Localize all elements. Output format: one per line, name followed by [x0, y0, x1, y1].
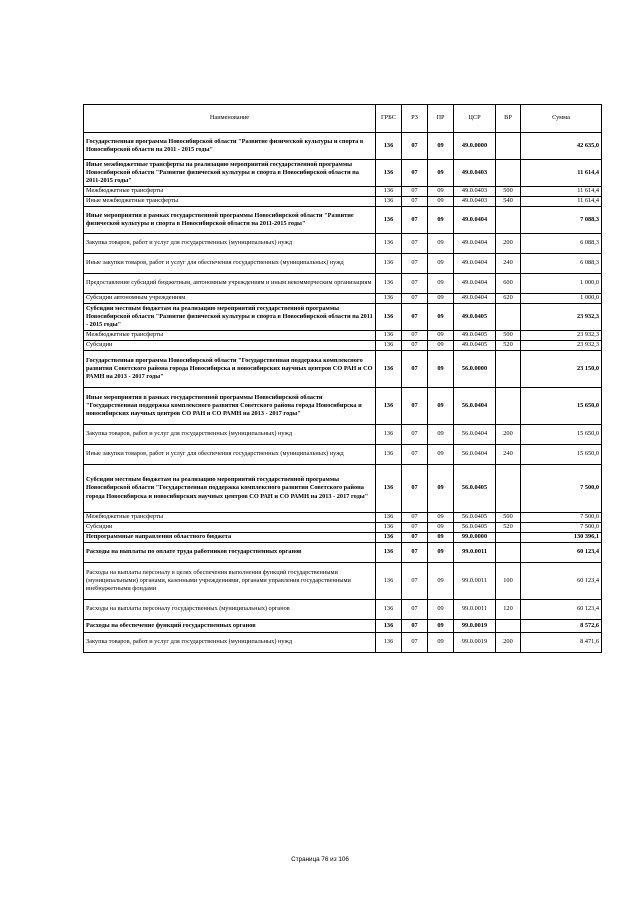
table-row — [84, 388, 602, 425]
cell-grbs: 136 — [376, 197, 402, 207]
cell-pr: 09 — [428, 294, 454, 304]
table-row — [84, 523, 602, 533]
cell-rz: 07 — [402, 633, 428, 653]
cell-vr: 620 — [496, 294, 521, 304]
cell-sum: 7 088,3 — [521, 207, 602, 234]
cell-vr: 520 — [496, 341, 521, 351]
cell-csr: 49.0.0403 — [454, 160, 496, 187]
table-row — [84, 133, 602, 160]
cell-csr: 56.0.0404 — [454, 388, 496, 425]
table-row — [84, 563, 602, 600]
cell-grbs: 136 — [376, 513, 402, 523]
cell-vr: 540 — [496, 197, 521, 207]
cell-rz: 07 — [402, 563, 428, 600]
cell-rz: 07 — [402, 207, 428, 234]
cell-grbs: 136 — [376, 294, 402, 304]
cell-pr: 09 — [428, 160, 454, 187]
cell-csr: 56.0.0404 — [454, 425, 496, 445]
cell-name: Иные межбюджетные трансферты — [84, 197, 376, 207]
cell-grbs: 136 — [376, 523, 402, 533]
cell-name: Иные закупки товаров, работ и услуг для обеспечения государственных (муниципальных) нужд — [84, 445, 376, 465]
cell-rz: 07 — [402, 600, 428, 620]
cell-rz: 07 — [402, 187, 428, 197]
cell-csr: 99.0.0019 — [454, 633, 496, 653]
table-row — [84, 425, 602, 445]
cell-rz: 07 — [402, 533, 428, 543]
cell-sum: 42 635,0 — [521, 133, 602, 160]
cell-vr: 200 — [496, 633, 521, 653]
header-grbs: ГРБС — [376, 105, 402, 133]
cell-pr: 09 — [428, 513, 454, 523]
cell-sum: 60 123,4 — [521, 563, 602, 600]
cell-pr: 09 — [428, 274, 454, 294]
cell-grbs: 136 — [376, 351, 402, 388]
cell-csr: 49.0.0403 — [454, 197, 496, 207]
cell-csr: 56.0.0404 — [454, 445, 496, 465]
cell-rz: 07 — [402, 425, 428, 445]
cell-rz: 07 — [402, 351, 428, 388]
cell-csr: 99.0.0011 — [454, 563, 496, 600]
cell-vr: 100 — [496, 563, 521, 600]
cell-vr — [496, 620, 521, 633]
cell-csr: 49.0.0405 — [454, 304, 496, 331]
table-row — [84, 254, 602, 274]
table-header-row — [84, 105, 602, 133]
cell-pr: 09 — [428, 254, 454, 274]
cell-csr: 99.0.0011 — [454, 600, 496, 620]
cell-rz: 07 — [402, 620, 428, 633]
cell-name: Государственная программа Новосибирской области "Развитие физической культуры и спорта в Новосибирской области на 2011 - 2015 годы" — [84, 133, 376, 160]
cell-vr — [496, 207, 521, 234]
cell-rz: 07 — [402, 465, 428, 513]
cell-rz: 07 — [402, 294, 428, 304]
cell-sum: 60 123,4 — [521, 600, 602, 620]
cell-vr — [496, 543, 521, 563]
cell-pr: 09 — [428, 331, 454, 341]
cell-vr: 240 — [496, 254, 521, 274]
cell-pr: 09 — [428, 388, 454, 425]
cell-pr: 09 — [428, 187, 454, 197]
table-row — [84, 513, 602, 523]
cell-grbs: 136 — [376, 620, 402, 633]
cell-sum: 23 932,3 — [521, 304, 602, 331]
cell-sum: 15 650,0 — [521, 445, 602, 465]
cell-csr: 49.0.0404 — [454, 294, 496, 304]
cell-csr: 99.0.0011 — [454, 543, 496, 563]
cell-sum: 7 500,0 — [521, 513, 602, 523]
cell-name: Иные мероприятия в рамках государственной программы Новосибирской области "Государственная поддержка комплексного развития Советского района города Новосибирска и новосибирских научных центров СО РАН и СО РАМН на 2013 - 2017 годы" — [84, 388, 376, 425]
cell-grbs: 136 — [376, 600, 402, 620]
cell-rz: 07 — [402, 234, 428, 254]
cell-sum: 60 123,4 — [521, 543, 602, 563]
cell-grbs: 136 — [376, 187, 402, 197]
cell-rz: 07 — [402, 523, 428, 533]
cell-grbs: 136 — [376, 563, 402, 600]
table-row — [84, 187, 602, 197]
cell-rz: 07 — [402, 331, 428, 341]
cell-pr: 09 — [428, 207, 454, 234]
cell-csr: 49.0.0404 — [454, 274, 496, 294]
table-row — [84, 294, 602, 304]
cell-csr: 49.0.0405 — [454, 331, 496, 341]
cell-sum: 15 650,0 — [521, 425, 602, 445]
cell-name: Межбюджетные трансферты — [84, 331, 376, 341]
cell-name: Расходы на выплаты персоналу в целях обеспечения выполнения функций государственными (муниципальными) органами, казенными учреждениями, органами управления государственными внебюджетными фондами — [84, 563, 376, 600]
cell-csr: 99.0.0000 — [454, 533, 496, 543]
cell-pr: 09 — [428, 533, 454, 543]
cell-grbs: 136 — [376, 388, 402, 425]
cell-name: Расходы на выплаты персоналу государственных (муниципальных) органов — [84, 600, 376, 620]
cell-pr: 09 — [428, 523, 454, 533]
cell-csr: 49.0.0404 — [454, 207, 496, 234]
cell-rz: 07 — [402, 133, 428, 160]
cell-csr: 49.0.0403 — [454, 187, 496, 197]
table-row — [84, 341, 602, 351]
table-row — [84, 633, 602, 653]
cell-pr: 09 — [428, 445, 454, 465]
cell-sum: 11 614,4 — [521, 197, 602, 207]
cell-grbs: 136 — [376, 465, 402, 513]
cell-rz: 07 — [402, 445, 428, 465]
cell-vr — [496, 388, 521, 425]
cell-sum: 1 000,0 — [521, 274, 602, 294]
cell-pr: 09 — [428, 234, 454, 254]
cell-rz: 07 — [402, 274, 428, 294]
cell-vr: 500 — [496, 513, 521, 523]
cell-sum: 6 088,3 — [521, 254, 602, 274]
cell-vr: 500 — [496, 187, 521, 197]
cell-grbs: 136 — [376, 133, 402, 160]
cell-vr: 200 — [496, 425, 521, 445]
cell-pr: 09 — [428, 351, 454, 388]
cell-vr: 600 — [496, 274, 521, 294]
table-row — [84, 620, 602, 633]
budget-table — [83, 104, 602, 653]
cell-name: Субсидии — [84, 523, 376, 533]
cell-csr: 56.0.0405 — [454, 465, 496, 513]
cell-vr: 520 — [496, 523, 521, 533]
cell-csr: 49.0.0405 — [454, 341, 496, 351]
cell-csr: 49.0.0404 — [454, 234, 496, 254]
cell-csr: 56.0.0405 — [454, 523, 496, 533]
table-row — [84, 304, 602, 331]
cell-name: Расходы на выплаты по оплате труда работников государственных органов — [84, 543, 376, 563]
cell-rz: 07 — [402, 304, 428, 331]
header-sum: Сумма — [521, 105, 602, 133]
table-row — [84, 351, 602, 388]
cell-grbs: 136 — [376, 304, 402, 331]
cell-pr: 09 — [428, 304, 454, 331]
cell-pr: 09 — [428, 633, 454, 653]
table-row — [84, 197, 602, 207]
page-number: Страница 76 из 106 — [291, 856, 349, 863]
header-csr: ЦСР — [454, 105, 496, 133]
cell-pr: 09 — [428, 197, 454, 207]
table-row — [84, 600, 602, 620]
cell-sum: 8 572,6 — [521, 620, 602, 633]
cell-csr: 56.0.0405 — [454, 513, 496, 523]
cell-sum: 11 614,4 — [521, 160, 602, 187]
cell-grbs: 136 — [376, 633, 402, 653]
cell-name: Иные закупки товаров, работ и услуг для обеспечения государственных (муниципальных) нужд — [84, 254, 376, 274]
cell-vr: 120 — [496, 600, 521, 620]
cell-name: Предоставление субсидий бюджетным, автономным учреждениям и иным некоммерческим организациям — [84, 274, 376, 294]
table-body — [84, 133, 602, 653]
cell-csr: 49.0.0000 — [454, 133, 496, 160]
cell-pr: 09 — [428, 341, 454, 351]
cell-rz: 07 — [402, 388, 428, 425]
cell-vr: 240 — [496, 445, 521, 465]
cell-sum: 23 932,3 — [521, 341, 602, 351]
header-rz: РЗ — [402, 105, 428, 133]
cell-name: Субсидии местным бюджетам на реализацию мероприятий государственной программы Новосибирской области "Государственная поддержка комплексного развития Советского района города Новосибирска и новосибирских научных центров СО РАН и СО РАМН на 2013 - 2017 годы" — [84, 465, 376, 513]
cell-name: Межбюджетные трансферты — [84, 513, 376, 523]
cell-name: Субсидии местным бюджетам на реализацию мероприятий государственной программы Новосибирской области "Развитие физической культуры и спорта в Новосибирской области на 2011 - 2015 годы" — [84, 304, 376, 331]
cell-vr — [496, 133, 521, 160]
cell-grbs: 136 — [376, 425, 402, 445]
cell-name: Межбюджетные трансферты — [84, 187, 376, 197]
cell-pr: 09 — [428, 133, 454, 160]
cell-vr — [496, 465, 521, 513]
table-row — [84, 533, 602, 543]
cell-rz: 07 — [402, 543, 428, 563]
cell-name: Закупка товаров, работ и услуг для государственных (муниципальных) нужд — [84, 234, 376, 254]
cell-grbs: 136 — [376, 331, 402, 341]
cell-name: Закупка товаров, работ и услуг для государственных (муниципальных) нужд — [84, 633, 376, 653]
table-row — [84, 234, 602, 254]
cell-pr: 09 — [428, 620, 454, 633]
cell-vr — [496, 533, 521, 543]
cell-grbs: 136 — [376, 254, 402, 274]
table-row — [84, 445, 602, 465]
cell-grbs: 136 — [376, 274, 402, 294]
cell-rz: 07 — [402, 160, 428, 187]
table-row — [84, 543, 602, 563]
cell-grbs: 136 — [376, 341, 402, 351]
cell-rz: 07 — [402, 254, 428, 274]
table-row — [84, 207, 602, 234]
cell-sum: 1 000,0 — [521, 294, 602, 304]
cell-grbs: 136 — [376, 533, 402, 543]
table-row — [84, 465, 602, 513]
table-row — [84, 160, 602, 187]
cell-vr: 200 — [496, 234, 521, 254]
cell-sum: 23 932,3 — [521, 331, 602, 341]
cell-name: Непрограммные направления областного бюджета — [84, 533, 376, 543]
cell-sum: 15 650,0 — [521, 388, 602, 425]
cell-csr: 49.0.0404 — [454, 254, 496, 274]
cell-vr — [496, 351, 521, 388]
cell-grbs: 136 — [376, 543, 402, 563]
cell-sum: 23 150,0 — [521, 351, 602, 388]
cell-pr: 09 — [428, 543, 454, 563]
cell-name: Расходы на обеспечение функций государственных органов — [84, 620, 376, 633]
cell-pr: 09 — [428, 563, 454, 600]
cell-sum: 11 614,4 — [521, 187, 602, 197]
cell-rz: 07 — [402, 341, 428, 351]
cell-name: Субсидии — [84, 341, 376, 351]
cell-name: Иные межбюджетные трансферты на реализацию мероприятий государственной программы Новосибирской области "Развитие физической культуры и спорта в Новосибирской области на 2011-2015 годы" — [84, 160, 376, 187]
table-row — [84, 274, 602, 294]
cell-grbs: 136 — [376, 445, 402, 465]
cell-sum: 6 088,3 — [521, 234, 602, 254]
cell-vr — [496, 160, 521, 187]
cell-pr: 09 — [428, 600, 454, 620]
cell-vr — [496, 304, 521, 331]
cell-sum: 8 471,6 — [521, 633, 602, 653]
cell-pr: 09 — [428, 465, 454, 513]
header-name: Наименование — [84, 105, 376, 133]
cell-name: Государственная программа Новосибирской области "Государственная поддержка комплексного развития Советского района города Новосибирска и новосибирских научных центров СО РАН и СО РАМН на 2013 - 2017 годы" — [84, 351, 376, 388]
cell-sum: 130 396,1 — [521, 533, 602, 543]
cell-grbs: 136 — [376, 234, 402, 254]
cell-rz: 07 — [402, 513, 428, 523]
cell-vr: 500 — [496, 331, 521, 341]
cell-name: Субсидии автономным учреждениям — [84, 294, 376, 304]
header-pr: ПР — [428, 105, 454, 133]
cell-name: Закупка товаров, работ и услуг для государственных (муниципальных) нужд — [84, 425, 376, 445]
cell-grbs: 136 — [376, 207, 402, 234]
cell-pr: 09 — [428, 425, 454, 445]
cell-rz: 07 — [402, 197, 428, 207]
cell-csr: 99.0.0019 — [454, 620, 496, 633]
cell-name: Иные мероприятия в рамках государственной программы Новосибирской области "Развитие физической культуры и спорта в Новосибирской области на 2011-2015 годы" — [84, 207, 376, 234]
header-vr: ВР — [496, 105, 521, 133]
table-row — [84, 331, 602, 341]
cell-sum: 7 500,0 — [521, 523, 602, 533]
cell-grbs: 136 — [376, 160, 402, 187]
cell-sum: 7 500,0 — [521, 465, 602, 513]
cell-csr: 56.0.0000 — [454, 351, 496, 388]
